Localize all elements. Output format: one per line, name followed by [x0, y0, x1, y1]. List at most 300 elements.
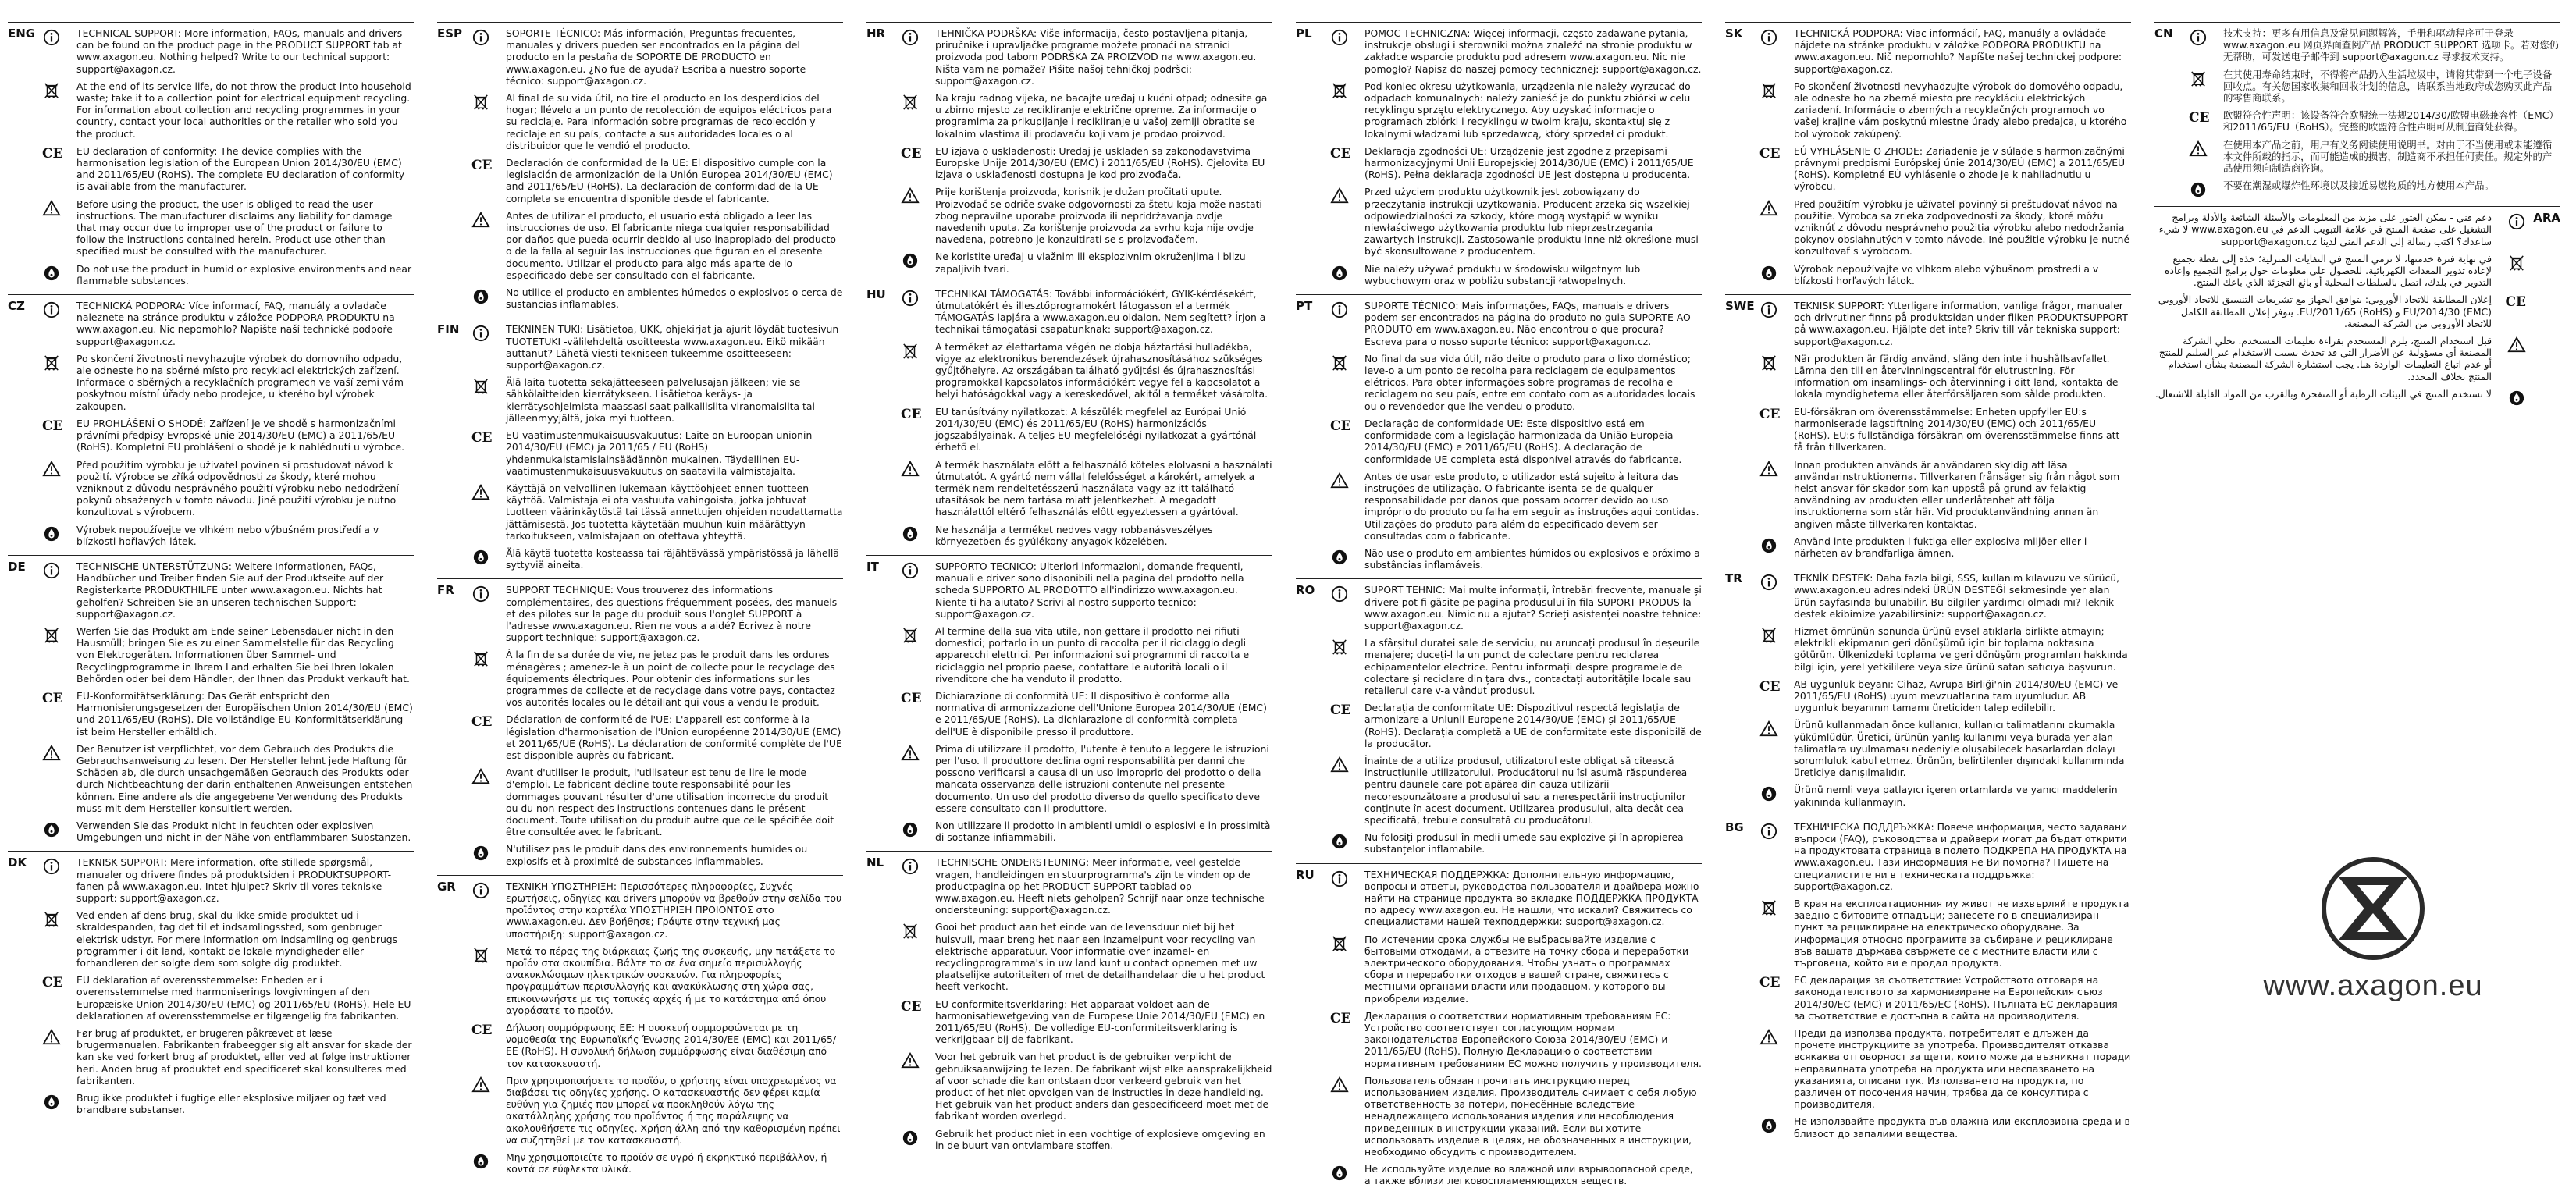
notice-row: [437, 210, 843, 281]
notice-text: TECHNISCHE UNTERSTÜTZUNG: Weitere Informationen, FAQs, Handbücher und Treiber finden Sie auf der Produktseite auf der Registerkarte PRODUKTHILFE unter www.axagon.eu. Nichts hat geholfen? Schreiben Sie an unseren technischen Support: support@axagon.cz.: [76, 560, 384, 620]
notice-row: [2154, 335, 2560, 382]
crossed-bin-icon: [2189, 69, 2223, 105]
language-code: [8, 909, 42, 969]
notice-text: Käyttäjä on velvollinen lukemaan käyttöohjeet ennen tuotteen käyttöä. Valmistaja ei ota vastuuta vahingoista, jotka johtuvat tuotteen väärinkäytöstä tai tässä annettujen ohjeiden noudattamatta jättämisestä. Jos tuotetta käytetään muuhun kuin määrättyyn tarkoitukseen, valmistajaan on otettava yhteyttä.: [506, 482, 843, 542]
notice-text: Przed użyciem produktu użytkownik jest zobowiązany do przeczytania instrukcji użytkowania. Producent zrzeka się wszelkiej odpowiedzialności za szkody, które mogą wystąpić w wyniku niewłaściwego użytkowania produktu lub nieprzestrzegania zawartych instrukcji. Zastosowanie produktu inne niż określone musi być skonsultowane z producentem.: [1364, 186, 1699, 258]
notice-row: [1725, 145, 2131, 193]
notice-row: [1725, 27, 2131, 75]
warning-icon: [2189, 139, 2223, 175]
notice-row: [866, 856, 1272, 916]
language-section: [8, 851, 414, 1115]
ce-icon: CE: [1330, 418, 1351, 434]
language-code: [866, 251, 901, 274]
notice-row: [866, 690, 1272, 738]
language-section: [1725, 567, 2131, 808]
info-icon: [901, 288, 935, 336]
language-code: PT: [1296, 299, 1313, 314]
language-section: [1296, 863, 1702, 1187]
ce-icon: CE: [901, 690, 922, 706]
language-column: [1725, 22, 2131, 1147]
ce-icon: CE: [42, 418, 63, 434]
notice-row: [8, 560, 414, 620]
notice-text: Gebruik het product niet in een vochtige of explosieve omgeving en in de buurt van ontvlambare stoffen.: [935, 1127, 1265, 1151]
crossed-bin-icon: [42, 80, 76, 140]
ce-icon: CE: [471, 430, 493, 446]
notice-text: Преди да използва продукта, потребителят е длъжен да прочете инструкциите за употреба. Производителят отказва всякаква отговорност за щети, които може да възникнат поради неправилната употреба на продукта или неспазването на указанията, описани тук. Използването на продукта, по различен от посочения начин, трябва да се консултира с производителя.: [1794, 1027, 2131, 1111]
no-explosive-icon: [471, 843, 506, 866]
notice-text: ΤΕΧΝΙΚΗ ΥΠΟΣΤΗΡΙΞΗ: Περισσότερες πληροφορίες, Συχνές ερωτήσεις, οδηγίες και drivers μπορούν να βρεθούν στην σελίδα του προϊόντος στην καρτέλα ΥΠΟΣΤΗΡΙΞΗ ΠΡΟΙΟΝΤΟΣ στο www.axagon.eu. Δεν βοήθησε; Γράψτε στην τεχνική μας υποστήριξη: support@axagon.cz.: [506, 880, 842, 940]
notice-text: EU-försäkran om överensstämmelse: Enheten uppfyller EU:s harmoniserade lagstiftning 2014/30/EU (EMC) och 2011/65/EU (RoHS). EU:s fullständiga försäkran om överensstämmelse finns att få från tillverkaren.: [1794, 405, 2120, 453]
notice-row: [1725, 300, 2131, 347]
language-column: [1296, 22, 1702, 1195]
notice-text: TEHNIČKA PODRŠKA: Više informacija, često postavljena pitanja, priručnike i upravljačke programe možete pronaći na stranici proizvoda pod tabom PODRŠKA ZA PROIZVOD na www.axagon.eu. Ništa vam ne pomaže? Pišite našoj tehničkoj podršci: support@axagon.cz.: [935, 27, 1257, 87]
warning-icon: [1330, 186, 1364, 257]
crossed-bin-icon: [1759, 625, 1794, 673]
language-section: [1725, 22, 2131, 286]
info-icon: [1759, 300, 1794, 347]
language-section: [1725, 294, 2131, 559]
warning-icon: [1330, 755, 1364, 826]
language-code: [2154, 109, 2189, 133]
language-code: [1725, 784, 1759, 807]
notice-text: Před použitím výrobku je uživatel povinen si prostudovat návod k použití. Výrobce se zříká odpovědnosti za škody, které mohou vzniknout z důvodu nesprávného použití výrobku nebo nedodržení pokynů obsažených v tomto návodu. Jiné použití výrobku je nutno konzultovat s výrobcem.: [76, 458, 399, 518]
language-code: FR: [437, 583, 454, 598]
notice-text: EU-vaatimustenmukaisuusvakuutus: Laite on Euroopan unionin 2014/30/EU (EMC) ja 2011/65 / EU (RoHS) yhdenmukaistamislainsäädännön mukainen. Täydellinen EU-vaatimustenmukaisuusvakuutus on saatavilla valmistajalta.: [506, 429, 813, 477]
notice-row: [2154, 388, 2560, 407]
ce-icon: CE: [1759, 678, 1781, 695]
ce-icon: CE: [42, 690, 63, 706]
language-code: [1725, 625, 1759, 673]
notice-text: EU deklaration af overensstemmelse: Enheden er i overensstemmelse med harmoniserings lovgivningen af den Europæiske Union 2014/30/EU (EMC) og 2011/65/EU (RoHS). Hele EU deklarationen af overensstemmelse er tilgængelig fra fabrikanten.: [76, 974, 411, 1022]
notice-row: [866, 288, 1272, 336]
language-code: [1725, 459, 1759, 530]
language-code: RO: [1296, 583, 1315, 598]
warning-icon: [471, 1075, 506, 1146]
notice-row: [437, 1022, 843, 1069]
notice-text: Výrobek nepoužívejte ve vlhkém nebo výbušném prostředí a v blízkosti hořlavých látek.: [76, 523, 379, 547]
notice-row: [8, 524, 414, 547]
notice-row: [1296, 547, 1702, 571]
notice-row: [1725, 353, 2131, 400]
language-code: [2526, 335, 2560, 382]
language-code: [437, 766, 471, 838]
language-code: [8, 743, 42, 814]
notice-row: [1725, 784, 2131, 807]
no-explosive-icon: [1759, 1115, 1794, 1139]
notice-text: 欧盟符合性声明：该设备符合欧盟统一法规2014/30/欧盟电磁兼容性（EMC）和2011/65/EU（RoHS）。完整的欧盟符合性声明可从制造商处获得。: [2223, 109, 2559, 133]
language-section: [866, 851, 1272, 1151]
no-explosive-icon: [471, 286, 506, 310]
language-code: [437, 945, 471, 1016]
ce-icon: CE: [2505, 294, 2526, 311]
notice-text: В края на експлоатационния му живот не изхвърляйте продукта заедно с битовите отпадъци; занесете го в специализиран пункт за рециклиране на електрическо оборудване. За информация относно програмите за събиране и рециклиране във вашата държава свържете се с местните власти или с търговеца, който ви е продал продукта.: [1794, 898, 2129, 969]
notice-text: TECHNICKÁ PODPORA: Viac informácií, FAQ, manuály a ovládače nájdete na stránke produktu v záložke PODPORA PRODUKTU na www.axagon.eu. Nič nepomohlo? Napíšte našej technickej podpore: support@axagon.cz.: [1794, 27, 2122, 75]
language-code: [8, 198, 42, 258]
language-code: [1296, 418, 1330, 465]
no-explosive-icon: [471, 547, 506, 571]
language-section: [2154, 22, 2560, 198]
notice-row: [1296, 1163, 1702, 1186]
notice-text: 在其使用寿命结束时，不得将产品扔入生活垃圾中，请将其带到一个电子设备回收点。有关您国家收集和回收计划的信息，请联系当地政府或您购买此产品的零售商联系。: [2223, 68, 2553, 105]
language-code: [8, 820, 42, 843]
notice-text: Prije korištenja proizvoda, korisnik je dužan pročitati upute. Proizvođač se odriče svake odgovornosti za štetu koja može nastati zbog nepravilne uporabe proizvoda ili nepridržavanja ovdje navedenih uputa. Za korištenje proizvoda za svrhu koja nije ovdje navedena, potrebno je konzultirati se s proizvođačem.: [935, 186, 1262, 246]
no-explosive-icon: [471, 1151, 506, 1175]
warning-icon: [42, 743, 76, 814]
notice-row: [2154, 212, 2560, 247]
language-code: [437, 92, 471, 151]
notice-row: [2154, 139, 2560, 175]
notice-row: [437, 843, 843, 866]
notice-text: Antes de usar este produto, o utilizador está sujeito à leitura das instruções de utilização. O fabricante isenta-se de qualquer responsabilidade por danos que possam ocorrer devido ao uso impróprio do produto ou falha em seguir as instruções aqui contidas. Utilizações do produto para além do especificado devem ser consultadas com o fabricante.: [1364, 470, 1699, 542]
crossed-bin-icon: [1759, 80, 1794, 140]
notice-text: Before using the product, the user is obliged to read the user instructions. The manufacturer disclaims any liability for damage that may occur due to improper use of the product or failure to follow the instructions contained herein. Product use other than specified must be consulted with the manufacturer.: [76, 197, 393, 258]
notice-text: Πριν χρησιμοποιήσετε το προϊόν, ο χρήστης είναι υποχρεωμένος να διαβάσει τις οδηγίες χρήσης. Ο κατασκευαστής δεν φέρει καμία ευθύνη για ζημιές που μπορεί να προκληθούν λόγω της ακατάλληλης χρήσης του προϊόντος ή της παράλειψης να ακολουθήσετε τις οδηγίες. Χρήση άλλη από την καθορισμένη πρέπει να συζητηθεί με τον κατασκευαστή.: [506, 1074, 841, 1146]
language-section: [437, 875, 843, 1175]
notice-text: TECHNIKAI TÁMOGATÁS: További információkért, GYIK-kérdésekért, útmutatókért és illesztőprogramokért látogasson el a termék TÁMOGATÁS lapjára a www.axagon.eu oldalon. Nem segített? Írjon a technikai támogatási csapatunknak: support@axagon.cz.: [935, 287, 1266, 336]
info-icon: [1759, 27, 1794, 75]
language-code: [866, 341, 901, 400]
language-code: [437, 157, 471, 205]
notice-text: At the end of its service life, do not throw the product into household waste; take it to a collection point for electrical equipment recycling. For information about collection and recycling programmes in your country, contact your local authorities or the retailer who sold you the product.: [76, 80, 411, 140]
language-code: [437, 429, 471, 477]
info-icon: [1759, 572, 1794, 620]
no-explosive-icon: [901, 820, 935, 843]
crossed-bin-icon: [42, 625, 76, 685]
language-code: [1725, 80, 1759, 140]
notice-row: [2154, 69, 2560, 105]
notice-row: [1296, 186, 1702, 257]
notice-row: [437, 429, 843, 477]
notice-row: [437, 482, 843, 542]
notice-text: TEKNISK SUPPORT: Ytterligare information, vanliga frågor, manualer och drivrutiner finns på produktsidan under fliken PRODUKTSUPPORT på www.axagon.eu. Hjälpte det inte? Skriv till vår tekniska support: support@axagon.cz.: [1794, 300, 2128, 347]
language-code: [437, 1075, 471, 1146]
notice-row: [866, 743, 1272, 814]
notice-row: [437, 286, 843, 310]
language-code: [866, 1128, 901, 1151]
notice-text: Dichiarazione di conformità UE: Il dispositivo è conforme alla normativa di armonizzazione dell'Unione Europea 2014/30/UE (EMC) e 2011/65/UE (RoHS). La dichiarazione di conformità completa dell'UE è disponibile presso il produttore.: [935, 689, 1267, 738]
language-code: [437, 843, 471, 866]
notice-row: [437, 1151, 843, 1175]
info-icon: [471, 27, 506, 87]
notice-text: TEKNİK DESTEK: Daha fazla bilgi, SSS, kullanım kılavuzu ve sürücü, www.axagon.eu adresindeki ÜRÜN DESTEĞİ sekmesinde yer alan ürün sayfasında bulunabilir. Bu bilgiler yardımcı olmadı mı? Teknik destek ekibimize yazabilirsiniz: support@axagon.cz.: [1794, 572, 2120, 620]
notice-row: [2154, 253, 2560, 289]
notice-row: [1725, 898, 2131, 969]
info-icon: [901, 560, 935, 620]
notice-text: Ürünü nemli veya patlayıcı içeren ortamlarda ve yanıcı maddelerin yakınında kullanmayın.: [1794, 784, 2118, 808]
info-icon: [42, 300, 76, 347]
notice-row: [8, 27, 414, 75]
warning-icon: [1759, 719, 1794, 778]
no-explosive-icon: [901, 1128, 935, 1151]
notice-row: [8, 974, 414, 1022]
notice-text: Avant d'utiliser le produit, l'utilisateur est tenu de lire le mode d'emploi. Le fabricant décline toute responsabilité pour les dommages pouvant résulter d'une utilisation incorrecte du produit ou du non-respect des instructions contenues dans le présent document. Toute utilisation du produit autre que celle spécifiée doit être consultée avec le fabricant.: [506, 766, 834, 838]
notice-row: [8, 353, 414, 412]
language-section: [1296, 578, 1702, 855]
crossed-bin-icon: [901, 625, 935, 685]
notice-text: Déclaration de conformité de l'UE: L'appareil est conforme à la législation d'harmonisation de l'Union européenne 2014/30/UE (EMC) et 2011/65/UE (RoHS). La déclaration de conformité complète de l'UE est disponible auprès du fabricant.: [506, 713, 842, 761]
language-column: [2154, 22, 2560, 414]
notice-row: [8, 263, 414, 286]
language-code: [2526, 293, 2560, 329]
notice-text: Voor het gebruik van het product is de gebruiker verplicht de gebruiksaanwijzing te lezen. De fabrikant wijst elke aansprakelijkheid af voor schade die kan ontstaan door verkeerd gebruik van het product of het niet opvolgen van de instructies in deze handleiding. Het gebruik van het product anders dan gespecificeerd moet met de fabrikant worden overlegd.: [935, 1051, 1272, 1122]
notice-row: [1296, 145, 1702, 181]
language-section: [437, 318, 843, 571]
language-section: [866, 22, 1272, 275]
notice-row: [8, 1027, 414, 1087]
language-code: CN: [2154, 27, 2173, 41]
notice-text: EU PROHLÁŠENÍ O SHODĚ: Zařízení je ve shodě s harmonizačními právními předpisy Evropské unie 2014/30/EU (EMC) a 2011/65/EU (RoHS). Kompletní EU prohlášení o shodě je k nahlédnutí u výrobce.: [76, 417, 405, 453]
notice-text: Не използвайте продукта във влажна или експлозивна среда и в близост до запалими вещества.: [1794, 1115, 2130, 1140]
language-code: [1296, 471, 1330, 542]
language-code: [1725, 198, 1759, 258]
notice-row: [437, 323, 843, 371]
notice-row: [1296, 263, 1702, 286]
language-code: [1296, 831, 1330, 855]
ce-icon: CE: [1759, 145, 1781, 162]
notice-row: [866, 145, 1272, 181]
notice-text: Μην χρησιμοποιείτε το προϊόν σε υγρό ή εκρηκτικό περιβάλλον, ή κοντά σε εύφλεκτα υλικά.: [506, 1151, 827, 1175]
language-code: BG: [1725, 820, 1744, 834]
language-code: [1296, 547, 1330, 571]
warning-icon: [901, 186, 935, 245]
notice-text: La sfârșitul duratei sale de serviciu, nu aruncați produsul în deșeurile menajere; duceți-l la un punct de colectare pentru reciclarea echipamentelor electrice. Pentru informații despre programele de colectare și reciclare din țara dvs., contactați autoritățile locale sau retailerul care v-a vândut produsul.: [1364, 637, 1700, 696]
language-code: [1296, 637, 1330, 696]
language-code: [437, 713, 471, 761]
language-code: [8, 524, 42, 547]
notice-text: Declarația de conformitate UE: Dispozitivul respectă legislația de armonizare a Uniunii Europene 2014/30/UE (EMC) și 2011/65/UE (RoHS). Declarația completă a UE de conformitate este disponibilă de la producător.: [1364, 702, 1702, 749]
language-code: [1725, 1115, 1759, 1139]
info-icon: [1330, 584, 1364, 631]
info-icon: [1759, 821, 1794, 892]
language-code: [437, 1022, 471, 1069]
notice-row: [1725, 1115, 2131, 1139]
language-column: [437, 22, 843, 1183]
notice-row: [1725, 406, 2131, 453]
notice-text: Deklaracja zgodności UE: Urządzenie jest zgodne z przepisami harmonizacyjnymi Unii Europejskiej 2014/30/UE (EMC) i 2011/65/UE (RoHS). Pełna deklaracja zgodności UE jest dostępna u producenta.: [1364, 144, 1694, 181]
notice-text: EU tanúsítvány nyilatkozat: A készülék megfelel az Európai Unió 2014/30/EU (EMC) és 2011/65/EU (RoHS) harmonizációs jogszabályainak. A teljes EU megfelelőségi nyilatkozat a gyártónál érhető el.: [935, 405, 1257, 453]
notice-text: No utilice el producto en ambientes húmedos o explosivos o cerca de sustancias inflamables.: [506, 286, 843, 311]
notice-text: Ved enden af dens brug, skal du ikke smide produktet ud i skraldespanden, tag det til et indsamlingssted, som genbruger elektrisk udstyr. For mere information om indsamling og genbrugs programmer i dit land, kontakt de lokale myndigheder eller forhandleren der solgte dem som solgte dig produktet.: [76, 909, 398, 969]
notice-text: Po skončení životnosti nevyhazujte výrobek do domovního odpadu, ale odneste ho na sběrné místo pro recyklaci elektrických zařízení. Informace o sběrných a recyklačních programech ve vaší zemi vám poskytnou místní úřady nebo prodejce, u kterého byl výrobek zakoupen.: [76, 352, 404, 412]
notice-text: TEKNINEN TUKI: Lisätietoa, UKK, ohjekirjat ja ajurit löydät tuotesivun TUOTETUKI -välilehdeltä osoitteesta www.axagon.eu. Eikö mikään auttanut? Lähetä viesti tekniseen tukeemme osoitteeseen: support@axagon.cz.: [506, 323, 839, 372]
notice-text: POMOC TECHNICZNA: Więcej informacji, często zadawane pytania, instrukcje obsługi i sterowniki można znaleźć na stronie produktu w zakładce wsparcie produktu pod adresem www.axagon.eu. Nic nie pomogło? Napisz do naszej pomocy technicznej: support@axagon.cz.: [1364, 27, 1702, 75]
language-code: [1725, 719, 1759, 778]
language-code: [866, 625, 901, 685]
info-icon: [471, 323, 506, 371]
warning-icon: [471, 766, 506, 838]
info-icon: [42, 856, 76, 904]
language-code: [437, 482, 471, 542]
language-code: [8, 418, 42, 453]
language-code: [437, 649, 471, 708]
info-icon: [1330, 300, 1364, 347]
language-code: [8, 80, 42, 140]
notice-row: [1296, 300, 1702, 347]
info-icon: [471, 880, 506, 940]
notice-text: SUPORT TEHNIC: Mai multe informații, întrebări frecvente, manuale și drivere pot fi găsite pe pagina produsului în fila SUPORT PRODUS la www.axagon.eu. Nimic nu a ajutat? Scrieți asistenței noastre tehnice: support@axagon.cz.: [1364, 584, 1702, 631]
notice-text: Na kraju radnog vijeka, ne bacajte uređaj u kućni otpad; odnesite ga u zbirno mjesto za recikliranje električne opreme. Za informacije o programima za prikupljanje i recikliranje u vašoj zemlji obratite se lokalnim vlastima ili prodavaču koji vam je prodao proizvod.: [935, 92, 1268, 140]
notice-row: [1725, 263, 2131, 286]
warning-icon: [1330, 471, 1364, 542]
notice-text: Werfen Sie das Produkt am Ende seiner Lebensdauer nicht in den Hausmüll; bringen Sie es zu einer Sammelstelle für das Recycling von Elektrogeräten. Informationen über Sammel- und Recyclingprogramme in Ihrem Land erhalten Sie bei Ihren lokalen Behörden oder bei dem Händler, der Ihnen das Produkt verkauft hat.: [76, 624, 410, 685]
warning-icon: [42, 1027, 76, 1087]
notice-text: По истечении срока службы не выбрасывайте изделие с бытовыми отходами, а отвезите на точку сбора и переработки электрического оборудования. Чтобы узнать о программах сбора и переработки отходов в вашей стране, свяжитесь с местными органами власти или продавцом, у которого вы приобрели изделие.: [1364, 933, 1689, 1005]
language-code: [1725, 898, 1759, 969]
info-icon: [901, 856, 935, 916]
notice-row: [866, 341, 1272, 400]
notice-row: [1296, 1010, 1702, 1069]
language-code: [1296, 755, 1330, 826]
notice-text: Ne koristite uređaj u vlažnim ili eksplozivnim okruženjima i blizu zapaljivih tvari.: [935, 251, 1246, 275]
language-code: [866, 820, 901, 843]
notice-row: [866, 625, 1272, 685]
notice-text: Der Benutzer ist verpflichtet, vor dem Gebrauch des Produkts die Gebrauchsanweisung zu lesen. Der Hersteller lehnt jede Haftung für Schäden ab, die durch unsachgemäßen Gebrauch des Produkts oder durch Nichtbeachtung der darin enthaltenen Anweisungen entstehen können. Eine andere als die angegebene Verwendung des Produkts muss mit dem Hersteller konsultiert werden.: [76, 742, 413, 814]
notice-row: [1725, 678, 2131, 714]
notice-text: دعم فني - يمكن العثور على مزيد من المعلومات والأسئلة الشائعة والأدلة وبرامج التشغيل على صفحة المنتج في علامة التبويب الدعم في www.axagon.eu لا شيء ساعدك؟ اكتب رسالة إلى الدعم الفني لدينا support@axagon.cz: [2158, 212, 2492, 247]
language-column: [866, 22, 1272, 1159]
notice-text: A termék használata előtt a felhasználó köteles elolvasni a használati útmutatót. A gyártó nem vállal felelősséget a károkért, amelyek a termék nem rendeltetésszerű használata vagy az itt található utasítások be nem tartása miatt jelentkezhet. A megadott használattól eltérő felhasználás előtt egyeztessen a gyártóval.: [935, 458, 1272, 518]
notice-text: Não use o produto em ambientes húmidos ou explosivos e próximo a substâncias inflamáveis.: [1364, 546, 1700, 571]
language-code: [8, 353, 42, 412]
language-code: [1296, 702, 1330, 749]
notice-text: Innan produkten används är användaren skyldig att läsa användarinstruktionerna. Tillverkaren frånsäger sig från något som helst ansvar för skador som kan uppstå på grund av felaktig användning av produkten eller underlåtenhet att följa instruktionerna som står här. Vid produktanvändning annan än angiven måste tillverkaren kontaktas.: [1794, 458, 2120, 530]
language-code: [1725, 1027, 1759, 1110]
language-section: [437, 578, 843, 866]
language-code: HR: [866, 27, 886, 41]
language-section: [8, 294, 414, 547]
language-code: [2526, 388, 2560, 407]
notice-text: TEKNISK SUPPORT: Mere information, ofte stillede spørgsmål, manualer og drivere findes på produktsiden i PRODUKTSUPPORT-fanen på www.axagon.eu. Intet hjulpet? Skriv til vores tekniske support: support@axagon.cz.: [76, 856, 392, 904]
ce-icon: CE: [471, 158, 493, 174]
notice-text: Ne használja a terméket nedves vagy robbanásveszélyes környezetben és gyúlékony anyagok közelében.: [935, 523, 1213, 547]
notice-row: [1725, 198, 2131, 258]
notice-text: إعلان المطابقة للاتحاد الأوروبي: يتوافق الجهاز مع تشريعات التنسيق للاتحاد الأوروبي EU/2014/30 (EMC) و EU/2011/65 (RoHS). يتوفر إعلان المطابقة الكامل للاتحاد الأوروبي من الشركة المصنعة.: [2158, 293, 2492, 329]
notice-row: [8, 856, 414, 904]
no-explosive-icon: [901, 524, 935, 547]
language-code: HU: [866, 286, 886, 301]
notice-text: Prima di utilizzare il prodotto, l'utente è tenuto a leggere le istruzioni per l'uso. Il produttore declina ogni responsabilità per danni che possono verificarsi a causa di un uso improprio del prodotto o della mancata osservanza delle istruzioni contenute nel presente documento. Un uso del prodotto diverso da quello specificato deve essere consultato con il produttore.: [935, 742, 1269, 814]
notice-text: SUPPORT TECHNIQUE: Vous trouverez des informations complémentaires, des questions fréquemment posées, des manuels et des pilotes sur la page du produit sous l'onglet SUPPORT à l'adresse www.axagon.eu. Rien ne vous a aidé? Écrivez à notre support technique: support@axagon.cz.: [506, 584, 838, 644]
info-icon: [1330, 27, 1364, 75]
notice-text: Declaración de conformidad de la UE: El dispositivo cumple con la legislación de armonización de la Unión Europea 2014/30/EU (EMC) and 2011/65/EU (RoHS). La declaración de conformidad de la UE completa se encuentra disponible desde el fabricante.: [506, 157, 833, 205]
warning-icon: [471, 210, 506, 281]
notice-row: [1725, 572, 2131, 620]
notice-text: EU conformiteitsverklaring: Het apparaat voldoet aan de harmonisatiewetgeving van de Europese Unie 2014/30/EU (EMC) en 2011/65/EU (RoHS). De volledige EU-conformiteitsverklaring is verkrijgbaar bij de fabrikant.: [935, 998, 1265, 1046]
no-explosive-icon: [42, 524, 76, 547]
notice-row: [866, 92, 1272, 140]
warning-icon: [901, 743, 935, 814]
crossed-bin-icon: [42, 909, 76, 969]
no-explosive-icon: [1759, 263, 1794, 286]
notice-row: [1725, 1027, 2131, 1110]
notice-text: AB uygunluk beyanı: Cihaz, Avrupa Birliği'nin 2014/30/EU (EMC) ve 2011/65/EU (RoHS) uyum mevzuatlarına tam uyumludur. AB uygunluk beyanının tamamı üreticiden talep edilebilir.: [1794, 678, 2119, 714]
notice-row: [8, 418, 414, 453]
notice-row: [866, 186, 1272, 245]
ce-icon: CE: [1759, 406, 1781, 422]
notice-row: [8, 820, 414, 843]
language-code: [437, 547, 471, 571]
notice-row: [866, 1128, 1272, 1151]
notice-row: [1296, 1075, 1702, 1158]
notice-text: Výrobok nepoužívajte vo vlhkom alebo výbušnom prostredí a v blízkosti horľavých látok.: [1794, 262, 2099, 286]
no-explosive-icon: [2492, 388, 2526, 407]
axagon-logo-icon: [2240, 852, 2506, 969]
ce-icon: CE: [471, 714, 493, 731]
notice-row: [1296, 80, 1702, 140]
crossed-bin-icon: [1330, 353, 1364, 412]
ce-icon: CE: [471, 1023, 493, 1039]
notice-row: [8, 459, 414, 518]
crossed-bin-icon: [471, 945, 506, 1016]
language-code: [1725, 535, 1759, 559]
crossed-bin-icon: [471, 92, 506, 151]
language-section: [1296, 294, 1702, 571]
notice-text: Antes de utilizar el producto, el usuario está obligado a leer las instrucciones de uso. El fabricante niega cualquier responsabilidad por daños que pueda ocurrir debido al uso inapropiado del producto o de la falla al seguir las instrucciones que figuran en el presente documento. Utilizar el producto para algo más aparte de lo especificado debe ser consultado con el fabricante.: [506, 209, 837, 281]
notice-text: Pod koniec okresu użytkowania, urządzenia nie należy wyrzucać do odpadach komunalnych: należy zanieść je do punktu zbiórki w celu recyklingu sprzętu elektrycznego. Aby uzyskać informacje o programach zbiórki i recyklingu w twoim kraju, skontaktuj się z lokalnymi władzami lub sprzedawcą, który sprzedał ci produkt.: [1364, 80, 1691, 140]
notice-row: [8, 300, 414, 347]
language-section: [866, 555, 1272, 843]
notice-row: [1296, 584, 1702, 631]
notice-row: [8, 145, 414, 193]
language-code: [1725, 406, 1759, 453]
notice-text: 在使用本产品之前，用户有义务阅读使用说明书。对由于不当使用或未能遵循本文件所载的指示，而可能造成的损害，制造商不承担任何责任。规定外的产品使用须向制造商咨询。: [2223, 138, 2553, 175]
language-code: DE: [8, 559, 26, 574]
notice-row: [866, 524, 1272, 547]
language-code: [866, 743, 901, 814]
crossed-bin-icon: [471, 376, 506, 424]
language-code: FIN: [437, 322, 460, 337]
crossed-bin-icon: [1330, 80, 1364, 140]
ce-icon: CE: [901, 406, 922, 422]
ce-icon: CE: [1759, 975, 1781, 991]
notice-row: [437, 649, 843, 708]
warning-icon: [1759, 198, 1794, 258]
notice-row: [8, 1092, 414, 1115]
language-code: [437, 210, 471, 281]
notice-text: قبل استخدام المنتج، يلزم المستخدم بقراءة تعليمات المستخدم. تخلي الشركة المصنعة أي مسؤولية عن الأضرار التي قد تحدث بسبب الاستخدام غير السليم للمنتج أو عدم اتباع التعليمات الواردة هنا. يجب استشارة الشركة المصنعة بشأن استخدام المنتج بخلاف المحدد.: [2158, 335, 2492, 382]
crossed-bin-icon: [1759, 353, 1794, 400]
language-code: PL: [1296, 27, 1312, 41]
crossed-bin-icon: [471, 649, 506, 708]
no-explosive-icon: [1330, 547, 1364, 571]
notice-row: [866, 998, 1272, 1046]
warning-icon: [1759, 1027, 1794, 1110]
notice-text: Înainte de a utiliza produsul, utilizatorul este obligat să citească instrucțiunile utilizatorului. Producătorul nu își asumă răspunderea pentru daunele care pot apărea din cauza utilizării necorespunzătoare a produsului sau a nerespectării instrucțiunilor conținute în acest document. Utilizarea produsului, alta decât cea specificată, trebuie consultată cu producătorul.: [1364, 754, 1688, 826]
language-code: [437, 376, 471, 424]
language-code: SK: [1725, 27, 1743, 41]
notice-row: [2154, 293, 2560, 329]
notice-text: في نهاية فترة خدمتها، لا ترمي المنتج في النفايات المنزلية؛ خذه إلى نقطة تجميع لإعادة تدوير المعدات الكهربائية. للحصول على معلومات حول برامج التجميع وإعادة التدوير في بلدك، اتصل بالسلطات المحلية أو بائع التجزئة الذي باعك المنتج.: [2165, 252, 2492, 289]
language-code: [8, 1027, 42, 1087]
language-section: [866, 283, 1272, 547]
info-icon: [901, 27, 935, 87]
no-explosive-icon: [1759, 784, 1794, 807]
notice-row: [437, 376, 843, 424]
ce-icon: CE: [1330, 145, 1351, 162]
brand-block: [2240, 852, 2506, 1016]
notice-row: [866, 560, 1272, 620]
notice-row: [1296, 934, 1702, 1005]
info-icon: [42, 27, 76, 75]
notice-text: EÚ VYHLÁSENIE O ZHODE: Zariadenie je v súlade s harmonizačnými právnymi predpismi Európskej únie 2014/30/EÚ (EMC) a 2011/65/EÚ (RoHS). Kompletné EÚ vyhlásenie o zhode je k nahliadnutiu u výrobcu.: [1794, 144, 2126, 193]
notice-text: SUPPORTO TECNICO: Ulteriori informazioni, domande frequenti, manuali e driver sono disponibili nella pagina del prodotto nella scheda SUPPORTO AL PRODOTTO all'indirizzo www.axagon.eu. Niente ti ha aiutato? Scrivi al nostro supporto tecnico: support@axagon.cz.: [935, 560, 1244, 620]
notice-text: Po skončení životnosti nevyhadzujte výrobok do domového odpadu, ale odneste ho na zberné miesto pre recykláciu elektrických zariadení. Informácie o zberných a recyklačných programoch vo vašej krajine vám poskytnú miestne úrady alebo predajca, u ktorého bol výrobok zakúpený.: [1794, 80, 2127, 140]
notice-row: [1296, 471, 1702, 542]
warning-icon: [901, 1051, 935, 1122]
notice-row: [1725, 80, 2131, 140]
language-code: [866, 524, 901, 547]
notice-row: [1296, 353, 1702, 412]
